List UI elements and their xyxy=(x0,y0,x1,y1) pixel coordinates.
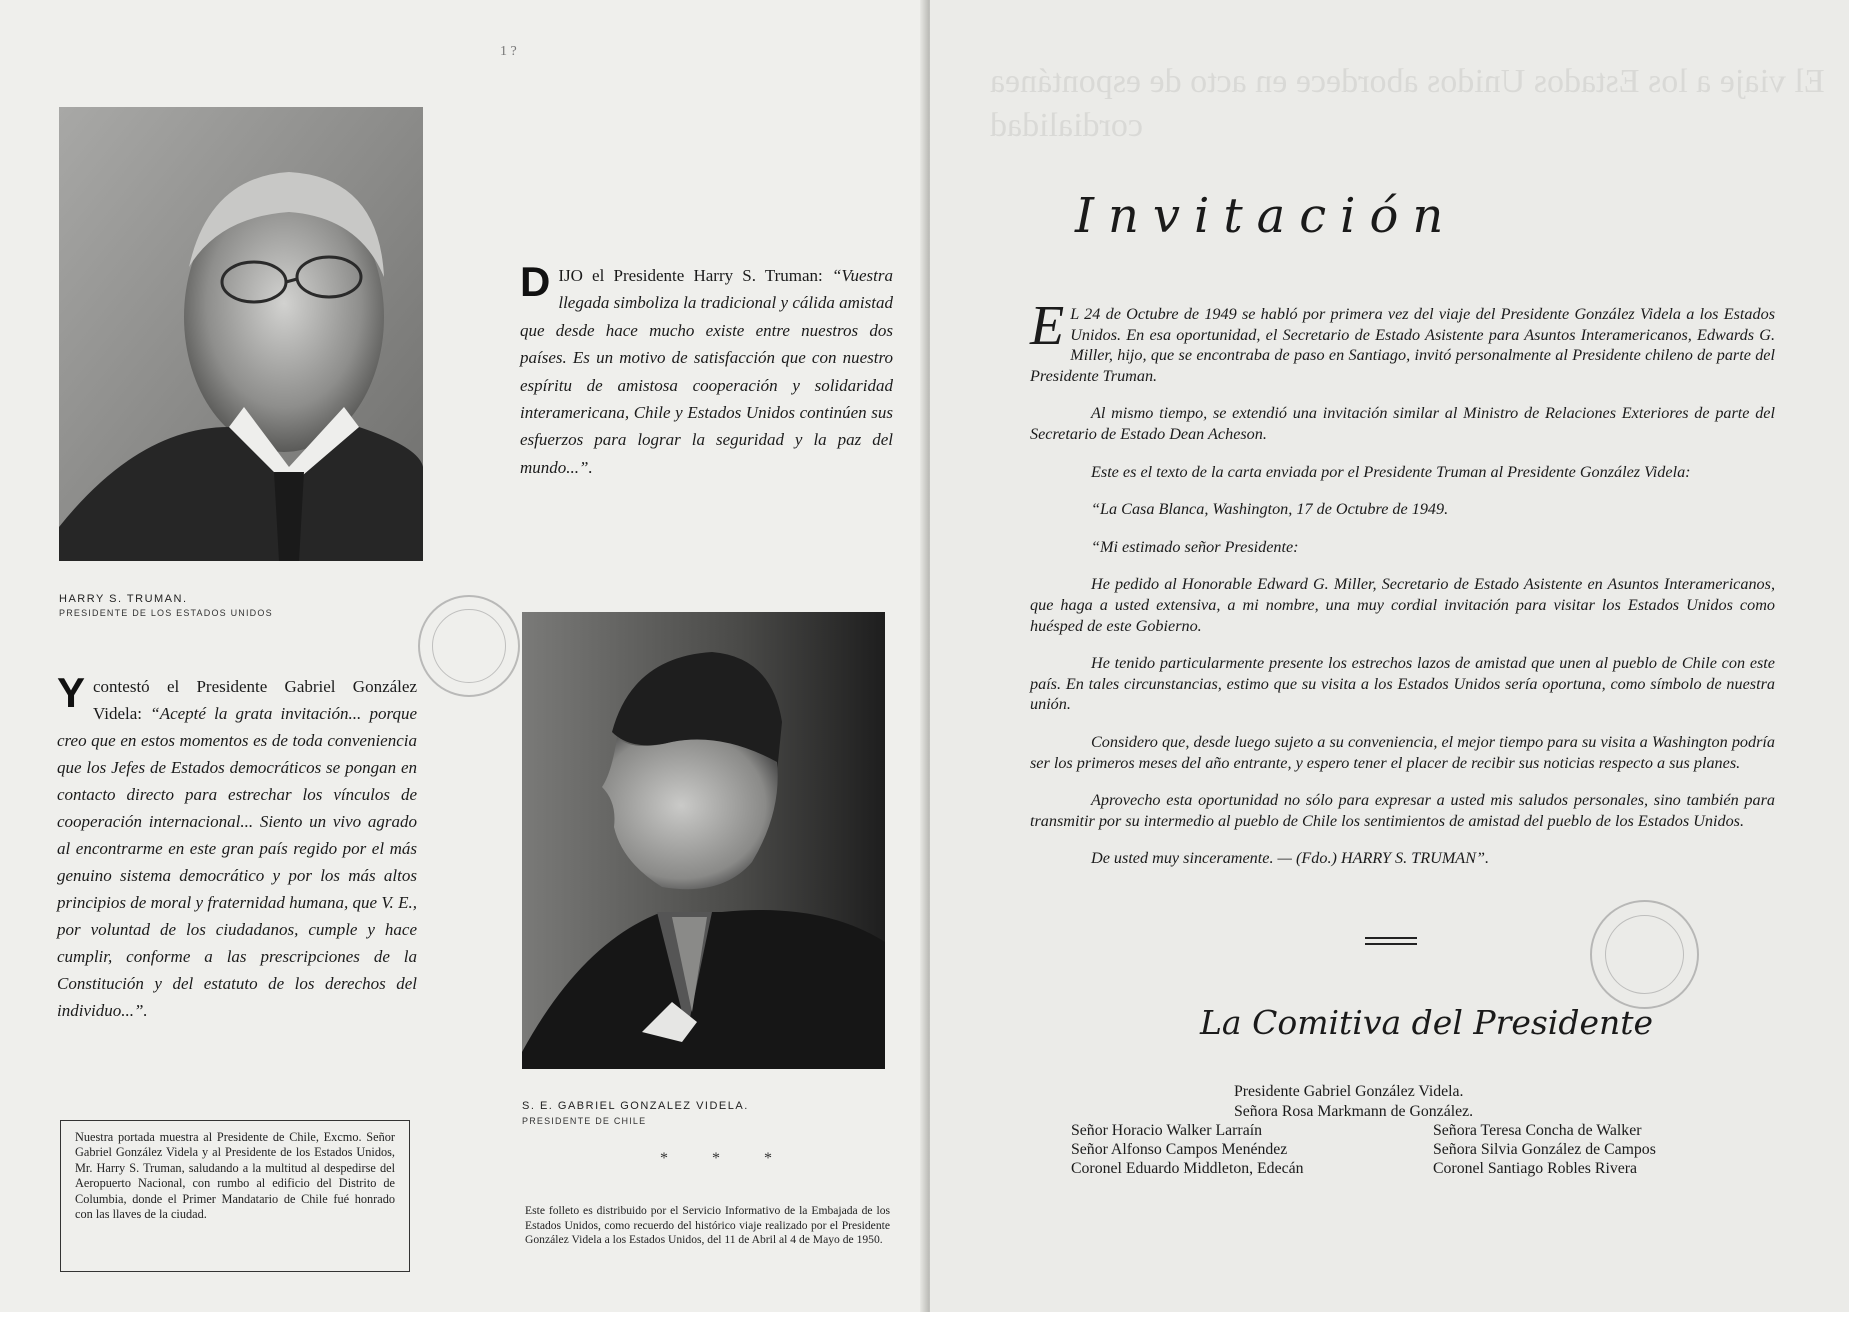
cover-note-box: Nuestra portada muestra al Presidente de Chile, Excmo. Señor Gabriel González Videla y al Presidente de los Estados Unidos, Mr. Harry S. Truman, saludando a la multitud al despedirse del Aeropuerto Nacional, con rumbo al edificio del Distrito de Columbia, donde el Primer Mandatario de Chile fué honrado con las llaves de la ciudad. xyxy=(60,1120,410,1272)
gonzalez-quote-intro: contestó el Presidente Gabriel González Videla: xyxy=(93,677,417,723)
gonzalez-quote-text: “Acepté la grata invitación... porque creo que en estos momentos es de toda conveniencia que los Jefes de Estados democráticos se pongan en contacto directo para estrechar los vínculos de cooperación internacional... Siento un vivo agrado al encontrarme en este gran país regido por el más genuino sistema democrático y por los más altos principios de moral y fraternidad humana, que V. E., por voluntad de los ciudadanos, cumple y hace cumplir, conforme a las prescripciones de la Constitución y del estatuto de los derechos del individuo...”. xyxy=(57,704,417,1020)
letter-paragraph-3: Este es el texto de la carta enviada por el Presidente Truman al Presidente González Videla: xyxy=(1091,462,1691,481)
comitiva-left-1: Señor Horacio Walker Larraín xyxy=(1071,1122,1262,1139)
letter-paragraph-10: De usted muy sinceramente. — (Fdo.) HARRY S. TRUMAN”. xyxy=(1091,849,1490,868)
section-asterisks: * * * xyxy=(660,1150,792,1167)
letter-p1-text: L 24 de Octubre de 1949 se habló por primera vez del viaje del Presidente González Videla a los Estados Unidos. En esa oportunidad, el Secretario de Estado Asistente para Asuntos Interamericanos, Edwards G. Miller, hijo, que se encontraba de paso en Santiago, invitó personalmente al Presidente chileno de parte del Presidente Truman. xyxy=(1030,305,1775,385)
truman-quote-text: “Vuestra llegada simboliza la tradicional y cálida amistad que desde hace mucho existe entre nuestros dos países. Es un motivo de satisfacción que con nuestro espíritu de amistosa cooperación y solidaridad interamericana, Chile y Estados Unidos continúen sus esfuerzos para lograr la seguridad y la paz del mundo...”. xyxy=(520,266,894,477)
folleto-note: Este folleto es distribuido por el Servicio Informativo de la Embajada de los Estados Unidos, como recuerdo del histórico viaje realizado por el Presidente González Videla a los Estados Unidos, del 11 de Abril al 4 de Mayo de 1950. xyxy=(525,1204,890,1247)
comitiva-left-3: Coronel Eduardo Middleton, Edecán xyxy=(1071,1160,1304,1177)
invitation-letter xyxy=(1030,295,1775,886)
invitacion-title: Invitación xyxy=(1075,188,1458,244)
letter-paragraph-4: “La Casa Blanca, Washington, 17 de Octubre de 1949. xyxy=(1091,500,1449,519)
comitiva-right-3: Coronel Santiago Robles Rivera xyxy=(1433,1160,1638,1177)
comitiva-title: La Comitiva del Presidente xyxy=(1200,1003,1654,1042)
letter-paragraph-9: Aprovecho esta oportunidad no sólo para expresar a usted mis saludos personales, sino también para transmitir por su intermedio al pueblo de Chile los sentimientos de amistad del pueblo de los Estados Unidos. xyxy=(1030,791,1775,830)
letter-dropcap: E xyxy=(1030,295,1065,357)
gonzalez-caption-title: PRESIDENTE DE CHILE xyxy=(522,1116,647,1126)
library-stamp xyxy=(418,595,520,697)
library-stamp-right xyxy=(1590,900,1699,1009)
gonzalez-caption-name: S. E. GABRIEL GONZALEZ VIDELA. xyxy=(522,1100,749,1112)
gonzalez-quote-dropcap: Y xyxy=(57,669,86,716)
comitiva-left-2: Señor Alfonso Campos Menéndez xyxy=(1071,1141,1288,1158)
gonzalez-quote xyxy=(57,669,417,1024)
divider-rule-2 xyxy=(1365,943,1417,945)
truman-portrait-photo xyxy=(59,107,423,561)
divider-rule-1 xyxy=(1365,937,1417,939)
letter-paragraph-8: Considero que, desde luego sujeto a su conveniencia, el mejor tiempo para su visita a Washington podría ser los primeros meses del año entrante, y espero tener el placer de recibir sus noticias respecto a sus planes. xyxy=(1030,732,1775,772)
truman-quote-dropcap: D xyxy=(520,258,551,305)
letter-paragraph-1 xyxy=(1030,295,1775,386)
letter-paragraph-2: Al mismo tiempo, se extendió una invitación similar al Ministro de Relaciones Exteriores de parte del Secretario de Estado Dean Acheson. xyxy=(1030,404,1775,443)
comitiva-head-1: Presidente Gabriel González Videla. xyxy=(1234,1083,1464,1100)
truman-quote-intro: IJO el Presidente Harry S. Truman: xyxy=(558,266,823,285)
truman-caption-name: HARRY S. TRUMAN. xyxy=(59,593,188,605)
truman-caption-title: PRESIDENTE DE LOS ESTADOS UNIDOS xyxy=(59,608,273,618)
letter-paragraph-7: He tenido particularmente presente los estrechos lazos de amistad que unen al pueblo de Chile con este país. En tales circunstancias, estimo que su visita a los Estados Unidos sería oportuna, como símbolo de nuestra unión. xyxy=(1030,654,1775,714)
comitiva-right-1: Señora Teresa Concha de Walker xyxy=(1433,1122,1642,1139)
comitiva-right-2: Señora Silvia González de Campos xyxy=(1433,1141,1656,1158)
letter-paragraph-5: “Mi estimado señor Presidente: xyxy=(1091,537,1299,556)
left-page xyxy=(0,0,930,1312)
comitiva-head-2: Señora Rosa Markmann de González. xyxy=(1234,1103,1474,1120)
truman-quote xyxy=(520,258,894,481)
show-through-text: El viaje a los Estados Unidos abordece en acto de espontánea cordialidad xyxy=(990,63,1825,144)
page-mark: 1 ? xyxy=(500,44,517,59)
gonzalez-videla-portrait-photo xyxy=(522,612,885,1069)
letter-paragraph-6: He pedido al Honorable Edward G. Miller, Secretario de Estado Asistente en Asuntos Interamericanos, que haga a usted extensiva, a mi nombre, una muy cordial invitación para visitar los Estados Unidos como huésped de este Gobierno. xyxy=(1030,575,1775,635)
